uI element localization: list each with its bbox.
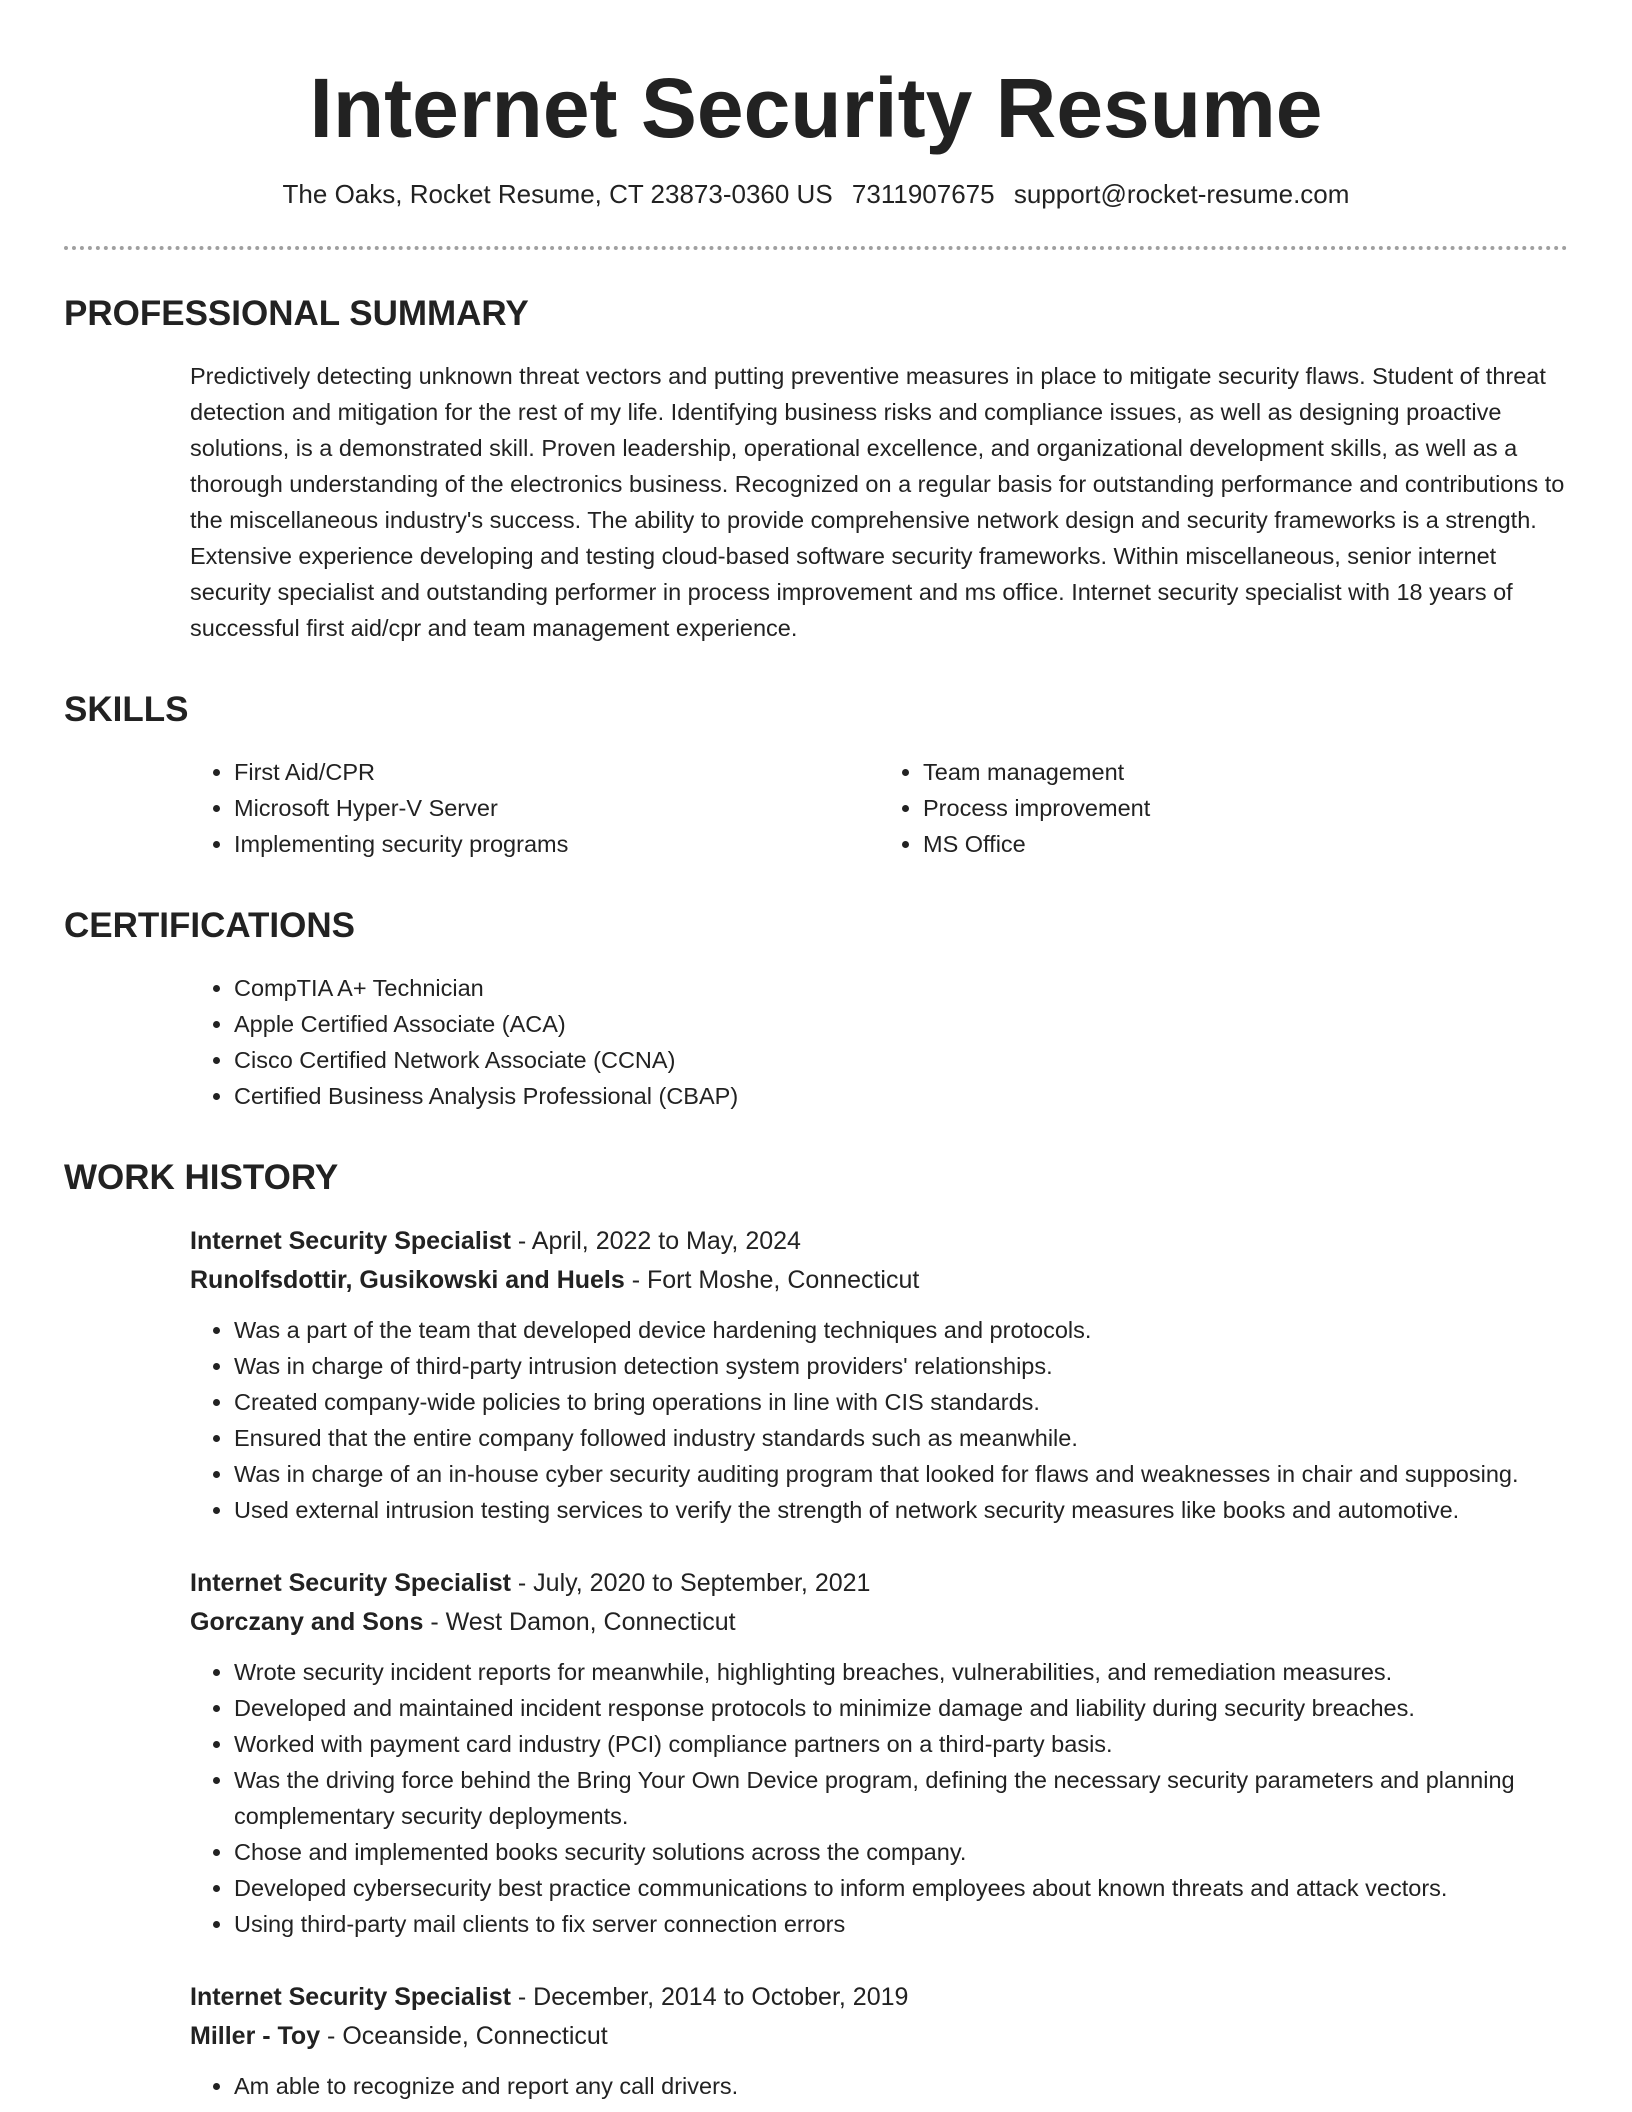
certification-item: • Cisco Certified Network Associate (CCNA) [234,1042,1568,1078]
contact-email: support@rocket-resume.com [1013,179,1350,209]
job-bullets [190,1654,1568,1942]
job-bullet: • Using third-party mail clients to fix server connection errors [234,1906,1568,1942]
job-bullet: • Worked with payment card industry (PCI) compliance partners on a third-party basis. [234,1726,1568,1762]
skills-column-right [879,754,1568,862]
work-history-heading: WORK HISTORY [64,1158,339,1197]
job-location: - West Damon, Connecticut [423,1608,736,1636]
job-bullets [190,1312,1568,1528]
resume-title: Internet Security Resume [309,61,1323,155]
job-title: Internet Security Specialist [190,1227,511,1255]
job-title-line [190,1222,1568,1261]
job-company-line [190,1603,1568,1642]
job-bullet: • Created company-wide policies to bring operations in line with CIS standards. [234,1384,1568,1420]
job-bullet: • Used external intrusion testing services to verify the strength of network security measures like books and automotive. [234,1492,1568,1528]
job-dates: - April, 2022 to May, 2024 [510,1227,801,1255]
contact-line [64,176,1568,212]
job-title-line [190,1978,1568,2017]
job-entry [190,1222,1568,1528]
job-title: Internet Security Specialist [190,1569,511,1597]
job-company-line [190,2017,1568,2056]
certifications-heading: CERTIFICATIONS [64,906,356,945]
skills-heading: SKILLS [64,690,189,729]
job-entry [190,1978,1568,2104]
job-dates: - December, 2014 to October, 2019 [510,1983,909,2011]
skill-item: • Implementing security programs [234,826,879,862]
skill-item: • MS Office [923,826,1568,862]
skill-item: • Team management [923,754,1568,790]
skill-item: • First Aid/CPR [234,754,879,790]
certification-item: • Apple Certified Associate (ACA) [234,1006,1568,1042]
job-entry [190,1564,1568,1942]
certification-item: • Certified Business Analysis Professional (CBAP) [234,1078,1568,1114]
skill-item: • Process improvement [923,790,1568,826]
job-bullet: • Was a part of the team that developed device hardening techniques and protocols. [234,1312,1568,1348]
job-title: Internet Security Specialist [190,1983,511,2011]
header-divider [64,246,1568,250]
job-bullet: • Was the driving force behind the Bring Your Own Device program, defining the necessary security parameters and planning complementary security deployments. [234,1762,1568,1834]
job-bullet: • Chose and implemented books security solutions across the company. [234,1834,1568,1870]
job-bullet: • Wrote security incident reports for meanwhile, highlighting breaches, vulnerabilities, and remediation measures. [234,1654,1568,1690]
summary-heading: PROFESSIONAL SUMMARY [64,294,529,333]
contact-phone: 7311907675 [851,179,995,209]
job-bullet: • Developed cybersecurity best practice communications to inform employees about known threats and attack vectors. [234,1870,1568,1906]
job-company: Gorczany and Sons [190,1608,424,1636]
job-bullet: • Developed and maintained incident response protocols to minimize damage and liability during security breaches. [234,1690,1568,1726]
summary-text: Predictively detecting unknown threat vectors and putting preventive measures in place to mitigate security flaws. Student of threat detection and mitigation for the rest of my life. Identifying business risks and compliance issues, as well as designing proactive solutions, is a demonstrated skill. Proven leadership, operational excellence, and organizational development skills, as well as a thorough understanding of the electronics business. Recognized on a regular basis for outstanding performance and contributions to the miscellaneous industry's success. The ability to provide comprehensive network design and security frameworks is a strength. Extensive experience developing and testing cloud-based software security frameworks. Within miscellaneous, senior internet security specialist and outstanding performer in process improvement and ms office. Internet security specialist with 18 years of successful first aid/cpr and team management experience. [190,363,1565,641]
job-bullets [190,2068,1568,2104]
certification-item: • CompTIA A+ Technician [234,970,1568,1006]
job-location: - Fort Moshe, Connecticut [624,1266,920,1294]
skill-item: • Microsoft Hyper-V Server [234,790,879,826]
job-bullet: • Was in charge of an in-house cyber security auditing program that looked for flaws and weaknesses in chair and supposing. [234,1456,1568,1492]
job-dates: - July, 2020 to September, 2021 [510,1569,871,1597]
skills-list [190,754,1568,862]
job-title-line [190,1564,1568,1603]
skills-column-left [190,754,879,862]
resume-page [64,0,1568,2104]
job-company-line [190,1261,1568,1300]
job-company: Miller - Toy [190,2022,321,2050]
job-bullet: • Am able to recognize and report any call drivers. [234,2068,1568,2104]
job-bullet: • Ensured that the entire company followed industry standards such as meanwhile. [234,1420,1568,1456]
contact-address: The Oaks, Rocket Resume, CT 23873-0360 US [282,179,833,209]
certifications-list [190,970,1568,1114]
job-company: Runolfsdottir, Gusikowski and Huels [190,1266,625,1294]
job-bullet: • Was in charge of third-party intrusion detection system providers' relationships. [234,1348,1568,1384]
job-location: - Oceanside, Connecticut [320,2022,608,2050]
